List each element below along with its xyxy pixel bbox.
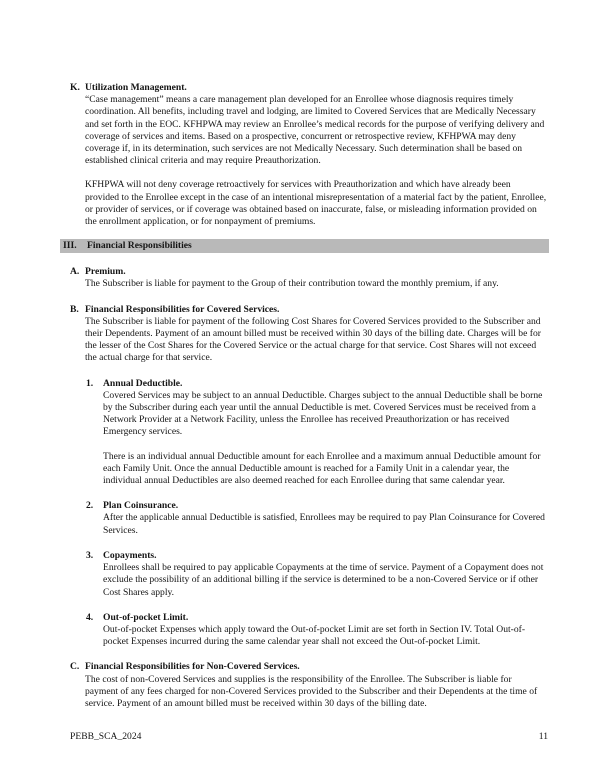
paragraph: “Case management” means a care management plan developed for an Enrollee whose diagnosis requires timely coordination. All benefits, including travel and lodging, are limited to Covered Services that are Medically Necessary and set forth in the EOC. KFHPWA may review an Enrollee’s medical records for the purpose of verifying delivery and coverage of services and items. Based on a prospective, concurrent or retrospective review, KFHPWA may deny coverage if, in its determination, such services are not Medically Necessary. Such determination shall be based on established clinical criteria and may require Preauthorization. bbox=[85, 94, 545, 167]
section-title: Financial Responsibilities for Covered Services. bbox=[85, 303, 280, 315]
subsection-number: 3. bbox=[86, 549, 94, 561]
paragraph: Enrollees shall be required to pay applicable Copayments at the time of service. Payment of a Copayment does not exclude the possibility of an additional billing if the service is determined to be a non-Covered Service or if other Cost Shares apply. bbox=[103, 562, 544, 598]
section-bar-financial-responsibilities bbox=[60, 239, 549, 253]
paragraph: Covered Services may be subject to an annual Deductible. Charges subject to the annual Deductible shall be borne by the Subscriber during each year until the annual Deductible is met. Covered Services must be received from a Network Provider at a Network Facility, unless the Enrollee has received Preauthorization or has received Emergency services. bbox=[103, 389, 543, 438]
section-roman-numeral: III. bbox=[63, 240, 77, 252]
paragraph: The cost of non-Covered Services and supplies is the responsibility of the Enrollee. The Subscriber is liable for payment of any fees charged for non-Covered Services provided to the Subscriber and their Dependents at the time of service. Payment of an amount billed must be received within 30 days of the billing date. bbox=[85, 673, 538, 709]
footer-page-number: 11 bbox=[538, 731, 548, 742]
section-title: Utilization Management. bbox=[85, 82, 187, 93]
subsection-plan-coinsurance bbox=[86, 500, 547, 537]
section-title: Financial Responsibilities for Non-Covered Services. bbox=[85, 661, 300, 673]
section-letter: K. bbox=[70, 82, 80, 93]
subsection-number: 1. bbox=[86, 377, 94, 389]
subsection-title: Plan Coinsurance. bbox=[103, 500, 179, 512]
subsection-title: Annual Deductible. bbox=[103, 377, 183, 389]
section-letter: B. bbox=[70, 303, 79, 315]
subsection-title: Copayments. bbox=[103, 549, 157, 561]
section-non-covered-services bbox=[70, 661, 547, 710]
subsection-number: 2. bbox=[86, 500, 94, 512]
section-utilization-management bbox=[70, 82, 547, 228]
paragraph: Out-of-pocket Expenses which apply toward the Out-of-pocket Limit are set forth in Section IV. Total Out-of-pocket Expenses incurred during the same calendar year shall not exceed the Out-of-pocket Limit. bbox=[103, 623, 526, 648]
section-premium bbox=[70, 266, 547, 290]
subsection-out-of-pocket-limit bbox=[86, 612, 547, 649]
subsection-title: Out-of-pocket Limit. bbox=[103, 611, 189, 623]
footer-document-id: PEBB_SCA_2024 bbox=[70, 731, 142, 742]
subsection-copayments bbox=[86, 550, 547, 599]
subsection-annual-deductible bbox=[86, 378, 547, 488]
page-footer bbox=[70, 731, 548, 743]
subsection-number: 4. bbox=[86, 611, 94, 623]
paragraph: There is an individual annual Deductible amount for each Enrollee and a maximum annual Deductible amount for each Family Unit. Once the annual Deductible amount is reached for a Family Unit in a calendar year, the individual annual Deductibles are also deemed reached for each Enrollee during that same calendar year. bbox=[103, 450, 541, 487]
paragraph: After the applicable annual Deductible is satisfied, Enrollees may be required to pay Plan Coinsurance for Covered Services. bbox=[103, 512, 545, 536]
section-letter: C. bbox=[70, 661, 80, 673]
section-letter: A. bbox=[70, 266, 80, 278]
section-covered-services bbox=[70, 304, 547, 649]
paragraph: The Subscriber is liable for payment to the Group of their contribution toward the monthly premium, if any. bbox=[85, 278, 499, 290]
section-bar-title: Financial Responsibilities bbox=[87, 240, 192, 252]
paragraph: KFHPWA will not deny coverage retroactively for services with Preauthorization and which have already been provided to the Enrollee except in the case of an intentional misrepresentation of a material fact by the patient, Enrollee, or provider of services, or if coverage was obtained based on inaccurate, false, or misleading information provided on the enrollment application, or for nonpayment of premiums. bbox=[85, 179, 547, 228]
paragraph: The Subscriber is liable for payment of the following Cost Shares for Covered Services provided to the Subscriber and their Dependents. Payment of an amount billed must be received within 30 days of the billing date. Charges will be for the lesser of the Cost Shares for the Covered Service or the actual charge for that service. Cost Shares will not exceed the actual charge for that service. bbox=[85, 315, 541, 364]
section-title: Premium. bbox=[85, 266, 126, 278]
